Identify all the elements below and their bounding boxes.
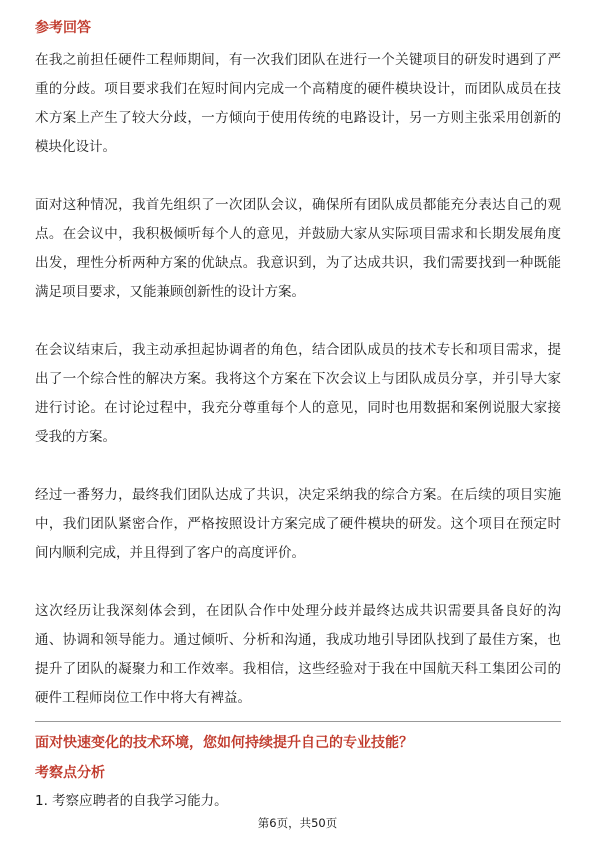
analysis-point-1: 1. 考察应聘者的自我学习能力。: [35, 793, 228, 809]
page-number: 第6页，共50页: [257, 816, 338, 830]
answer-paragraph-3: 在会议结束后，我主动承担起协调者的角色，结合团队成员的技术专长和项目需求，提出了一个综合性的解决方案。我将这个方案在下次会议上与团队成员分享，并引导大家进行讨论。在讨论过程中，我充分尊重每个人的意见，同时也用数据和案例说服大家接受我的方案。: [35, 342, 561, 445]
section-divider: [35, 721, 561, 722]
answer-paragraph-4: 经过一番努力，最终我们团队达成了共识，决定采纳我的综合方案。在后续的项目实施中，我们团队紧密合作，严格按照设计方案完成了硬件模块的研发。这个项目在预定时间内顺利完成，并且得到了客户的高度评价。: [35, 487, 561, 561]
document-page: [35, 18, 561, 811]
answer-paragraph-2: 面对这种情况，我首先组织了一次团队会议，确保所有团队成员都能充分表达自己的观点。在会议中，我积极倾听每个人的意见，并鼓励大家从实际项目需求和长期发展角度出发，理性分析两种方案的优缺点。我意识到，为了达成共识，我们需要找到一种既能满足项目要求，又能兼顾创新性的设计方案。: [35, 197, 561, 300]
analysis-heading: 考察点分析: [35, 765, 105, 781]
answer-paragraph-5: 这次经历让我深刻体会到，在团队合作中处理分歧并最终达成共识需要具备良好的沟通、协调和领导能力。通过倾听、分析和沟通，我成功地引导团队找到了最佳方案，也提升了团队的凝聚力和工作效率。我相信，这些经验对于我在中国航天科工集团公司的硬件工程师岗位工作中将大有裨益。: [35, 603, 561, 706]
answer-heading: 参考回答: [35, 20, 91, 36]
answer-paragraph-1: 在我之前担任硬件工程师期间，有一次我们团队在进行一个关键项目的研发时遇到了严重的分歧。项目要求我们在短时间内完成一个高精度的硬件模块设计，而团队成员在技术方案上产生了较大分歧，一方倾向于使用传统的电路设计，另一方则主张采用创新的模块化设计。: [35, 52, 561, 155]
question-heading: 面对快速变化的技术环境，您如何持续提升自己的专业技能？: [35, 735, 413, 751]
